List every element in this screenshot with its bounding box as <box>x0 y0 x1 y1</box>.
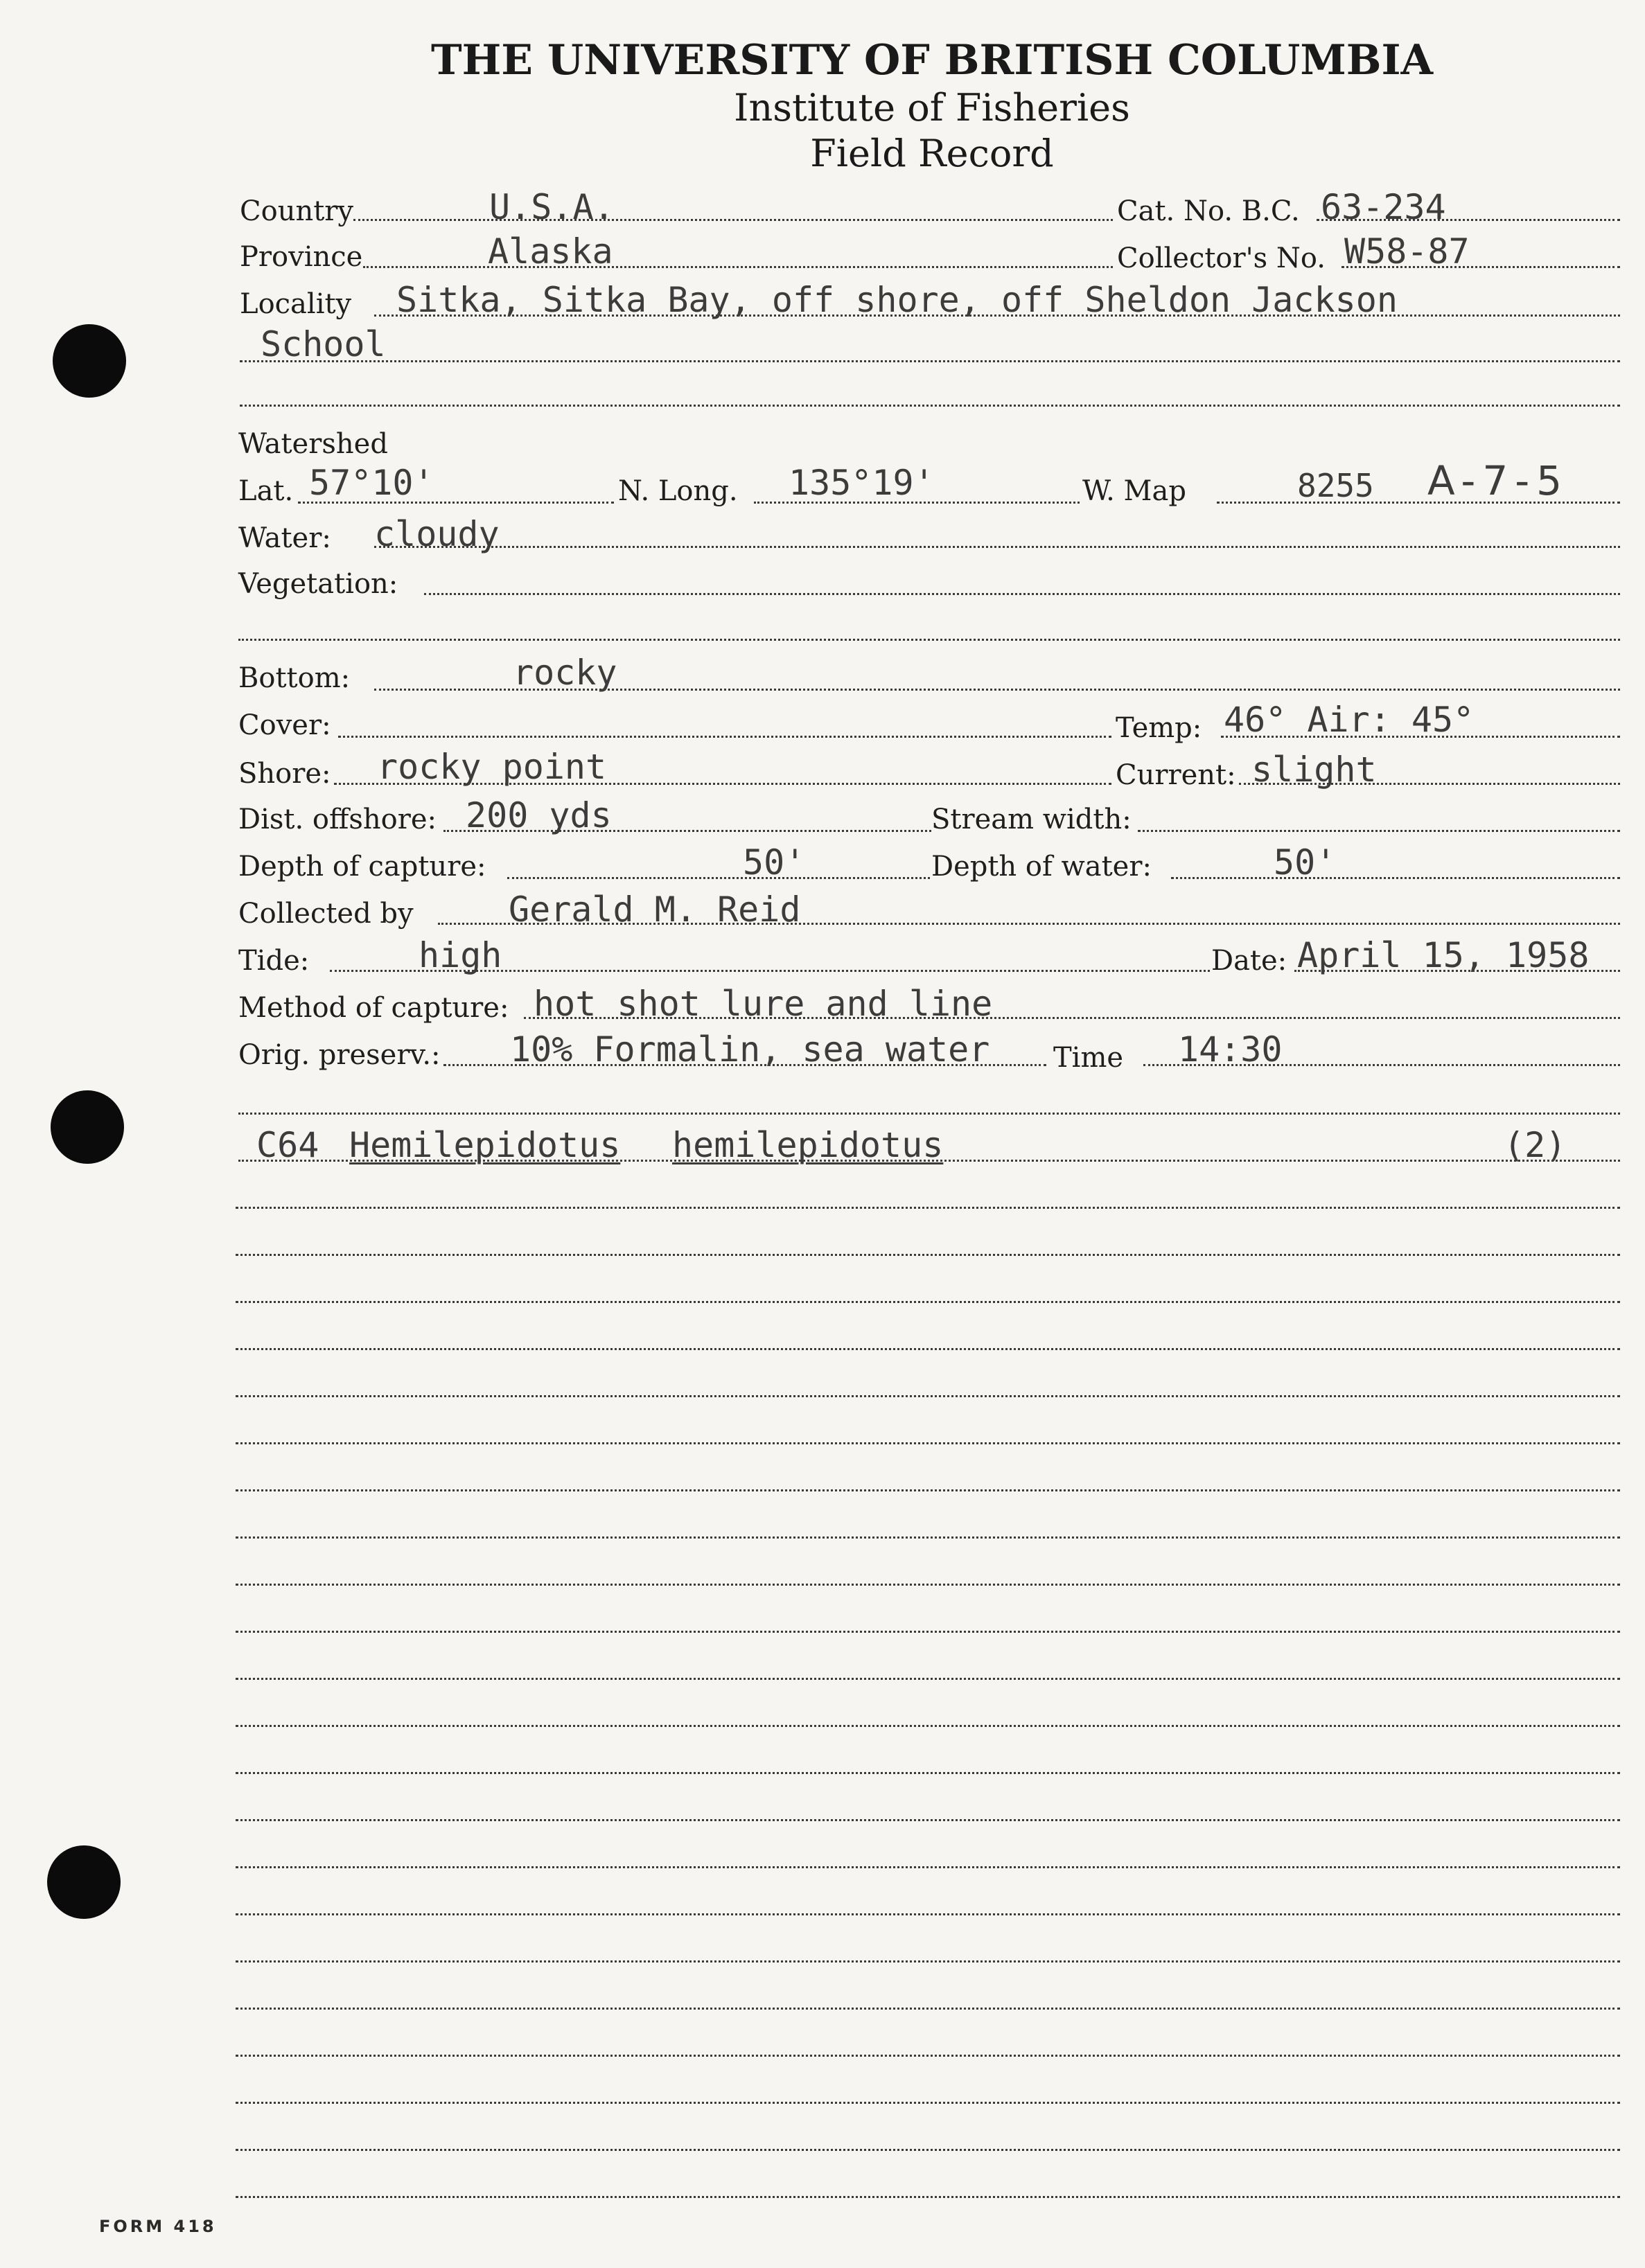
time-value: 14:30 <box>1178 1029 1283 1070</box>
ruled-line <box>236 2055 1620 2057</box>
collector-no-value: W58-87 <box>1344 231 1470 272</box>
specimen-count: (2) <box>1504 1125 1567 1165</box>
department-title: Institute of Fisheries <box>734 86 1130 130</box>
orig-preserv-label: Orig. preserv.: <box>238 1039 441 1071</box>
current-label: Current: <box>1116 759 1236 791</box>
ruled-line <box>236 1631 1620 1633</box>
method-value: hot shot lure and line <box>534 984 993 1024</box>
specimen-line <box>238 1160 1620 1162</box>
depth-water-label: Depth of water: <box>931 851 1152 883</box>
ruled-line <box>236 2008 1620 2010</box>
ruled-line <box>236 1678 1620 1680</box>
ruled-line <box>236 1207 1620 1209</box>
ruled-line <box>236 1442 1620 1444</box>
locality-value-line2: School <box>261 324 386 364</box>
province-line <box>363 266 1113 268</box>
water-line <box>374 546 1620 548</box>
vegetation-label: Vegetation: <box>238 568 398 600</box>
ruled-line <box>236 1536 1620 1539</box>
country-line <box>353 219 1113 221</box>
method-label: Method of capture: <box>238 992 509 1024</box>
institution-title: THE UNIVERSITY OF BRITISH COLUMBIA <box>430 36 1434 85</box>
dist-offshore-label: Dist. offshore: <box>238 804 437 835</box>
temp-value: 46° Air: 45° <box>1224 700 1475 740</box>
date-label: Date: <box>1211 945 1287 977</box>
ruled-line <box>236 1772 1620 1774</box>
cover-label: Cover: <box>238 709 331 741</box>
ruled-line <box>236 1395 1620 1397</box>
locality-line-2 <box>240 360 1620 362</box>
tide-label: Tide: <box>238 945 310 977</box>
depth-water-line <box>1171 877 1620 879</box>
time-label: Time <box>1053 1042 1124 1074</box>
watershed-label: Watershed <box>238 428 388 460</box>
specimen-code: C64 <box>256 1125 319 1165</box>
binder-hole-top <box>53 324 126 398</box>
bottom-label: Bottom: <box>238 662 351 694</box>
bottom-value: rocky <box>513 653 617 693</box>
lat-value: 57°10' <box>309 463 434 503</box>
tide-value: high <box>419 935 502 975</box>
ruled-line <box>236 2102 1620 2104</box>
ruled-line <box>236 1254 1620 1256</box>
ruled-line <box>236 1489 1620 1491</box>
cover-line <box>338 736 1111 738</box>
binder-hole-middle <box>51 1090 124 1164</box>
province-value: Alaska <box>488 231 613 272</box>
ruled-line <box>236 1866 1620 1868</box>
vegetation-line-2 <box>238 639 1620 641</box>
country-label: Country <box>240 195 354 227</box>
stream-width-label: Stream width: <box>931 804 1132 835</box>
ruled-line <box>236 1584 1620 1586</box>
ruled-line <box>236 1819 1620 1821</box>
depth-water-value: 50' <box>1274 842 1337 883</box>
binder-hole-bottom <box>47 1845 121 1919</box>
long-value: 135°19' <box>789 463 935 503</box>
map-ref-value: A-7-5 <box>1427 457 1569 504</box>
locality-line-3 <box>240 405 1620 407</box>
current-value: slight <box>1251 750 1377 790</box>
shore-value: rocky point <box>377 747 607 787</box>
locality-label: Locality <box>240 288 352 320</box>
stream-width-line <box>1138 830 1620 832</box>
date-value: April 15, 1958 <box>1297 935 1590 975</box>
collected-by-value: Gerald M. Reid <box>509 889 801 930</box>
depth-capture-label: Depth of capture: <box>238 851 486 883</box>
specimen-species: hemilepidotus <box>672 1125 944 1165</box>
collector-no-label: Collector's No. <box>1117 242 1326 274</box>
depth-capture-line <box>507 877 930 879</box>
depth-capture-value: 50' <box>743 842 806 883</box>
cat-no-label: Cat. No. B.C. <box>1117 195 1300 227</box>
dist-offshore-value: 200 yds <box>466 795 612 835</box>
collected-by-label: Collected by <box>238 898 414 930</box>
temp-label: Temp: <box>1116 712 1202 744</box>
ruled-line <box>236 1301 1620 1303</box>
ruled-line <box>236 2196 1620 2198</box>
ruled-line <box>236 2149 1620 2151</box>
country-value: U.S.A. <box>489 187 615 227</box>
specimen-genus: Hemilepidotus <box>349 1125 621 1165</box>
blank-line-a <box>238 1113 1620 1115</box>
ruled-line <box>236 1725 1620 1727</box>
ruled-line <box>236 1348 1620 1350</box>
cat-no-value: 63-234 <box>1321 187 1446 227</box>
w-map-label: W. Map <box>1082 475 1186 507</box>
ruled-line <box>236 1960 1620 1963</box>
water-value: cloudy <box>374 514 500 554</box>
province-label: Province <box>240 241 363 273</box>
lat-label: Lat. <box>238 475 294 507</box>
form-title: Field Record <box>810 132 1054 175</box>
orig-preserv-value: 10% Formalin, sea water <box>510 1029 990 1070</box>
vegetation-line <box>424 593 1620 595</box>
n-long-label: N. Long. <box>618 475 738 507</box>
shore-label: Shore: <box>238 758 331 790</box>
form-number: FORM 418 <box>99 2217 217 2236</box>
map-value: 8255 <box>1297 467 1374 504</box>
locality-value-line1: Sitka, Sitka Bay, off shore, off Sheldon Jackson <box>396 280 1398 320</box>
ruled-line <box>236 1913 1620 1915</box>
water-label: Water: <box>238 522 331 554</box>
